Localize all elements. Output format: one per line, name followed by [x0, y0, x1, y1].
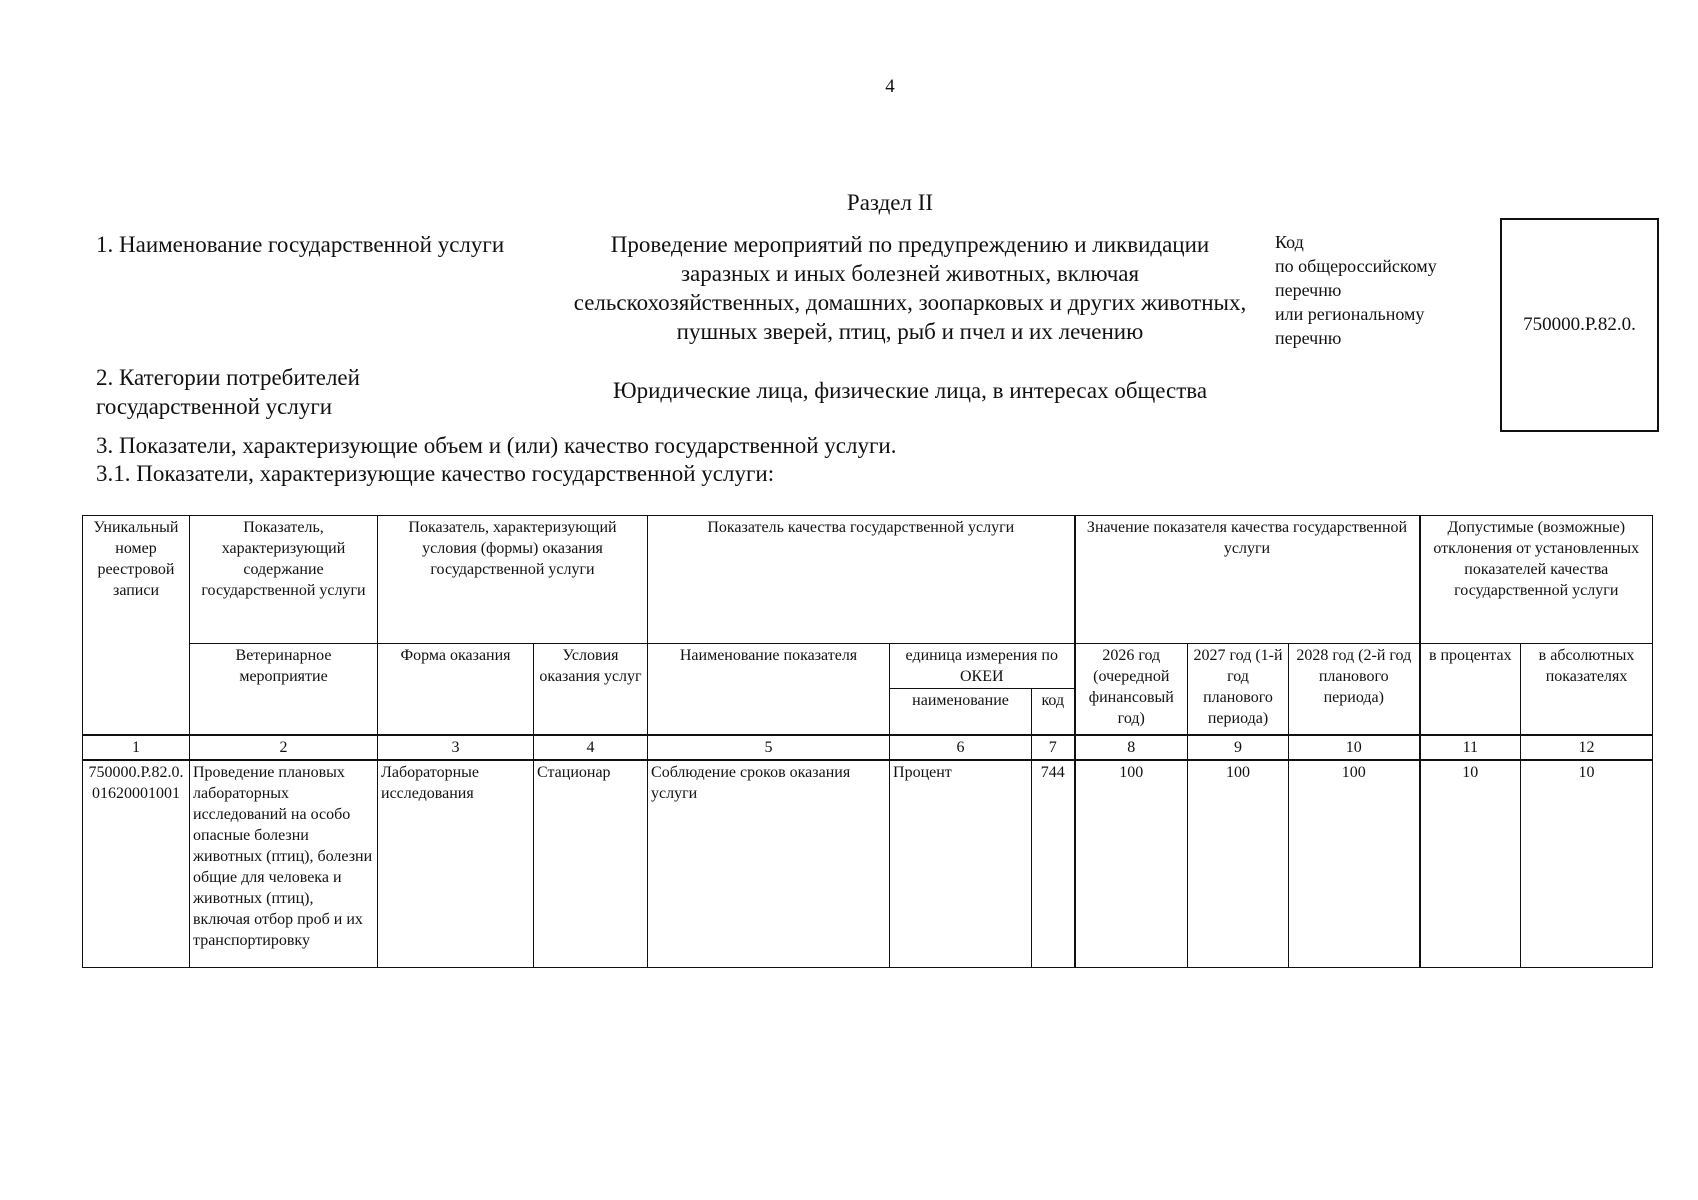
subheader-unit-code: код	[1032, 689, 1075, 735]
subheader-unit-name: наименование	[890, 689, 1032, 735]
column-number: 11	[1420, 735, 1521, 760]
cell-value-2027: 100	[1188, 760, 1289, 968]
code-label-line: или региональному	[1275, 304, 1425, 324]
column-number: 6	[890, 735, 1032, 760]
table-subheader-row	[83, 644, 1653, 689]
cell-value-2028: 100	[1289, 760, 1420, 968]
subheader-2026: 2026 год (очередной финансовый год)	[1075, 644, 1188, 735]
header-deviation: Допустимые (возможные) отклонения от установленных показателей качества государственной услуги	[1420, 516, 1653, 644]
column-number: 12	[1521, 735, 1653, 760]
header-quality-value: Значение показателя качества государственной услуги	[1075, 516, 1420, 644]
code-label-line: перечню	[1275, 280, 1342, 300]
subheader-unit: единица измерения по ОКЕИ	[890, 644, 1075, 689]
subheader-vet-measure: Ветеринарное мероприятие	[190, 644, 378, 735]
column-number: 2	[190, 735, 378, 760]
column-number: 9	[1188, 735, 1289, 760]
service-name-label: 1. Наименование государственной услуги	[96, 232, 505, 257]
section-title: Раздел II	[846, 190, 934, 215]
header-conditions-indicator: Показатель, характеризующий условия (формы) оказания государственной услуги	[378, 516, 648, 644]
column-number: 10	[1289, 735, 1420, 760]
service-name-value: Проведение мероприятий по предупреждению и ликвидации заразных и иных болезней животных, включая сельскохозяйственных, домашних, зоопарковых и других животных, пушных зверей, птиц, рыб и пчел и их лечению	[573, 232, 1247, 344]
cell-value-2026: 100	[1075, 760, 1188, 968]
code-label-line: перечню	[1275, 328, 1342, 348]
cell-deviation-absolute: 10	[1521, 760, 1653, 968]
column-number: 3	[378, 735, 534, 760]
cell-deviation-percent: 10	[1420, 760, 1521, 968]
subheader-form: Форма оказания	[378, 644, 534, 735]
cell-conditions: Стационар	[534, 760, 648, 968]
subheader-absolute: в абсолютных показателях	[1521, 644, 1653, 735]
cell-vet-measure: Проведение плановых лабораторных исследований на особо опасные болезни животных (птиц), болезни общие для человека и животных (птиц), включая отбор проб и их транспортировку	[190, 760, 378, 968]
subheader-2028: 2028 год (2-й год планового периода)	[1289, 644, 1420, 735]
page-number: 4	[885, 76, 895, 97]
consumer-category-label: 2. Категории потребителей государственной услуги	[96, 365, 360, 419]
code-label-line: Код	[1275, 232, 1304, 252]
column-number: 5	[648, 735, 890, 760]
subheader-indicator-name: Наименование показателя	[648, 644, 890, 735]
cell-form: Лабораторные исследования	[378, 760, 534, 968]
cell-unique-number: 750000.Р.82.0.01620001001	[83, 760, 190, 968]
code-label-line: по общероссийскому	[1275, 256, 1437, 276]
code-label	[1275, 230, 1437, 350]
consumer-category-value: Юридические лица, физические лица, в интересах общества	[612, 378, 1208, 403]
quality-indicators-heading: 3.1. Показатели, характеризующие качество государственной услуги:	[96, 461, 775, 486]
cell-unit-name: Процент	[890, 760, 1032, 968]
header-content-indicator: Показатель, характеризующий содержание государственной услуги	[190, 516, 378, 644]
cell-indicator-name: Соблюдение сроков оказания услуги	[648, 760, 890, 968]
table-column-numbers-row	[83, 735, 1653, 760]
header-unique-number: Уникальный номер реестровой записи	[83, 516, 190, 735]
column-number: 7	[1032, 735, 1075, 760]
header-quality-indicator: Показатель качества государственной услуги	[648, 516, 1075, 644]
subheader-2027: 2027 год (1-й год планового периода)	[1188, 644, 1289, 735]
subheader-conditions: Условия оказания услуг	[534, 644, 648, 735]
indicators-heading: 3. Показатели, характеризующие объем и (или) качество государственной услуги.	[96, 433, 897, 458]
quality-indicators-table	[82, 515, 1653, 968]
code-box	[1500, 218, 1659, 432]
cell-unit-code: 744	[1032, 760, 1075, 968]
subheader-percent: в процентах	[1420, 644, 1521, 735]
code-value: 750000.Р.82.0.	[1523, 314, 1636, 335]
column-number: 4	[534, 735, 648, 760]
column-number: 1	[83, 735, 190, 760]
column-number: 8	[1075, 735, 1188, 760]
table-row	[83, 760, 1653, 968]
table-header-row	[83, 516, 1653, 644]
